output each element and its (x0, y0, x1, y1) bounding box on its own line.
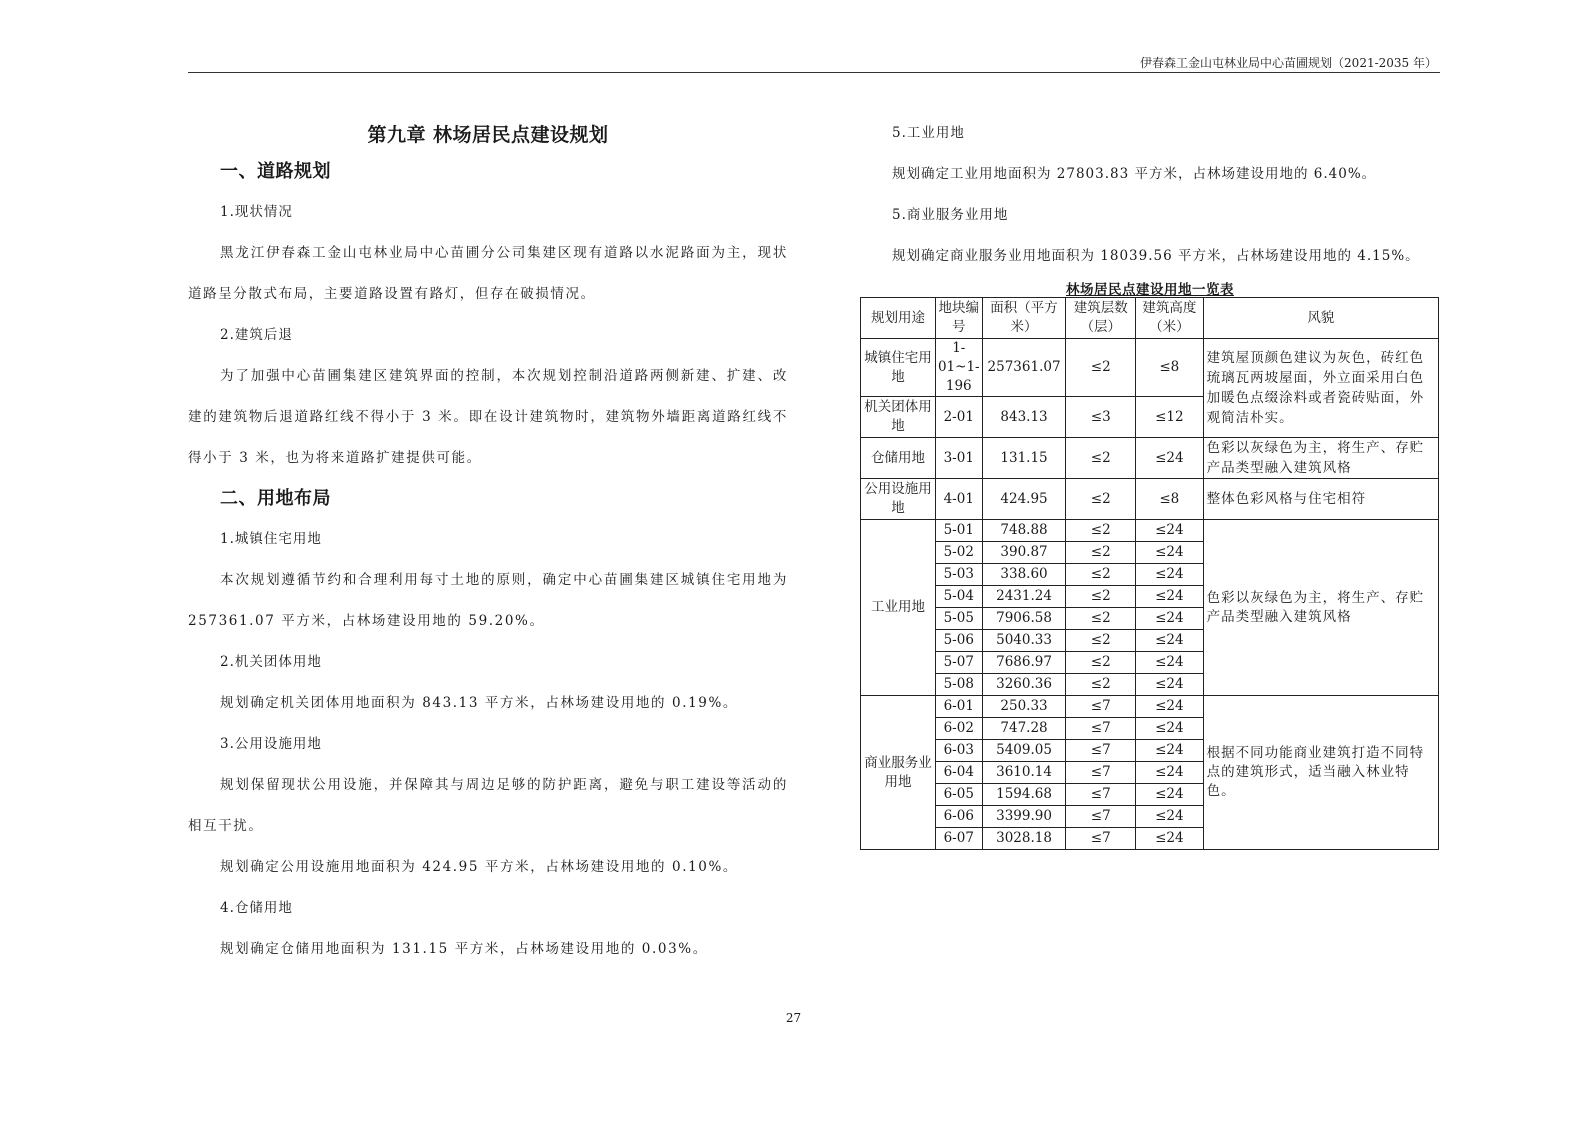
cell-block: 6-03 (935, 740, 982, 762)
cell-block: 5-02 (935, 542, 982, 564)
subheading-commercial: 5.商业服务业用地 (892, 207, 1009, 223)
cell-block: 5-08 (935, 674, 982, 696)
paragraph-storage: 规划确定仓储用地面积为 131.15 平方米，占林场建设用地的 0.03%。 (220, 941, 708, 957)
cell-height: ≤24 (1136, 630, 1204, 652)
page-number: 27 (785, 1011, 802, 1025)
cell-block: 5-01 (935, 520, 982, 542)
cell-use: 工业用地 (861, 520, 936, 696)
header-style: 风貌 (1203, 298, 1438, 339)
cell-height: ≤24 (1136, 520, 1204, 542)
cell-floors: ≤7 (1066, 718, 1136, 740)
cell-height: ≤24 (1136, 564, 1204, 586)
cell-floors: ≤3 (1066, 397, 1136, 438)
cell-height: ≤24 (1136, 438, 1204, 479)
table-row (861, 696, 1439, 718)
paragraph-institutional: 规划确定机关团体用地面积为 843.13 平方米，占林场建设用地的 0.19%。 (220, 695, 738, 711)
subheading-setback: 2.建筑后退 (220, 327, 293, 343)
cell-height: ≤24 (1136, 652, 1204, 674)
cell-block: 5-07 (935, 652, 982, 674)
paragraph-residential: 本次规划遵循节约和合理利用每寸土地的原则，确定中心苗圃集建区城镇住宅用地为 257361.07 平方米，占林场建设用地的 59.20%。 (188, 572, 788, 629)
cell-area: 3610.14 (982, 762, 1066, 784)
cell-floors: ≤2 (1066, 652, 1136, 674)
cell-style: 色彩以灰绿色为主，将生产、存贮产品类型融入建筑风格 (1203, 520, 1438, 696)
cell-floors: ≤2 (1066, 520, 1136, 542)
subheading-storage: 4.仓储用地 (220, 900, 293, 916)
header-use: 规划用途 (861, 298, 936, 339)
cell-height: ≤24 (1136, 718, 1204, 740)
paragraph-commercial: 规划确定商业服务业用地面积为 18039.56 平方米，占林场建设用地的 4.15%。 (892, 248, 1420, 264)
cell-area: 390.87 (982, 542, 1066, 564)
cell-area: 1594.68 (982, 784, 1066, 806)
cell-block: 5-06 (935, 630, 982, 652)
header-floors: 建筑层数（层） (1066, 298, 1136, 339)
cell-block: 6-01 (935, 696, 982, 718)
paragraph-status: 黑龙江伊春森工金山屯林业局中心苗圃分公司集建区现有道路以水泥路面为主，现状道路呈分散式布局，主要道路设置有路灯，但存在破损情况。 (188, 245, 788, 302)
cell-floors: ≤7 (1066, 806, 1136, 828)
paragraph-industrial: 规划确定工业用地面积为 27803.83 平方米，占林场建设用地的 6.40%。 (892, 166, 1377, 182)
cell-area: 7686.97 (982, 652, 1066, 674)
cell-floors: ≤7 (1066, 784, 1136, 806)
cell-use: 城镇住宅用地 (861, 339, 936, 397)
cell-floors: ≤7 (1066, 740, 1136, 762)
subheading-status: 1.现状情况 (220, 204, 293, 220)
cell-floors: ≤2 (1066, 438, 1136, 479)
cell-area: 3399.90 (982, 806, 1066, 828)
cell-style: 根据不同功能商业建筑打造不同特点的建筑形式，适当融入林业特色。 (1203, 696, 1438, 850)
cell-height: ≤24 (1136, 674, 1204, 696)
subheading-institutional: 2.机关团体用地 (220, 654, 322, 670)
cell-block: 6-02 (935, 718, 982, 740)
subheading-industrial: 5.工业用地 (892, 125, 965, 141)
cell-use: 商业服务业用地 (861, 696, 936, 850)
cell-area: 5040.33 (982, 630, 1066, 652)
cell-area: 7906.58 (982, 608, 1066, 630)
chapter-title: 第九章 林场居民点建设规划 (367, 124, 609, 146)
cell-area: 2431.24 (982, 586, 1066, 608)
section-title-road: 一、道路规划 (220, 161, 331, 182)
cell-floors: ≤7 (1066, 762, 1136, 784)
cell-block: 5-03 (935, 564, 982, 586)
paragraph-utility: 规划保留现状公用设施，并保障其与周边足够的防护距离，避免与职工建设等活动的相互干扰。 (188, 777, 788, 834)
cell-height: ≤24 (1136, 806, 1204, 828)
cell-area: 257361.07 (982, 339, 1066, 397)
cell-floors: ≤2 (1066, 339, 1136, 397)
table-row (861, 339, 1439, 397)
cell-height: ≤24 (1136, 608, 1204, 630)
cell-area: 338.60 (982, 564, 1066, 586)
cell-floors: ≤7 (1066, 696, 1136, 718)
cell-area: 3260.36 (982, 674, 1066, 696)
cell-floors: ≤2 (1066, 630, 1136, 652)
cell-floors: ≤2 (1066, 542, 1136, 564)
header-block: 地块编号 (935, 298, 982, 339)
cell-area: 747.28 (982, 718, 1066, 740)
cell-area: 3028.18 (982, 828, 1066, 850)
table-header-row (861, 298, 1439, 339)
cell-floors: ≤2 (1066, 479, 1136, 520)
cell-area: 843.13 (982, 397, 1066, 438)
cell-use: 机关团体用地 (861, 397, 936, 438)
table-caption: 林场居民点建设用地一览表 (1066, 282, 1234, 298)
cell-floors: ≤2 (1066, 608, 1136, 630)
cell-block: 3-01 (935, 438, 982, 479)
table-row (861, 479, 1439, 520)
cell-block: 6-05 (935, 784, 982, 806)
left-column (188, 118, 788, 970)
cell-height: ≤24 (1136, 696, 1204, 718)
paragraph-setback: 为了加强中心苗圃集建区建筑界面的控制，本次规划控制沿道路两侧新建、扩建、改建的建筑物后退道路红线不得小于 3 米。即在设计建筑物时，建筑物外墙距离道路红线不得小于 3 米，也为将来道路扩建提供可能。 (188, 368, 788, 466)
cell-block: 2-01 (935, 397, 982, 438)
section-title-landuse: 二、用地布局 (220, 488, 331, 509)
cell-area: 748.88 (982, 520, 1066, 542)
cell-height: ≤8 (1136, 339, 1204, 397)
cell-block: 5-05 (935, 608, 982, 630)
cell-area: 250.33 (982, 696, 1066, 718)
right-column (860, 118, 1440, 282)
cell-height: ≤24 (1136, 740, 1204, 762)
cell-block: 6-06 (935, 806, 982, 828)
landuse-table (860, 297, 1439, 850)
header-height: 建筑高度（米） (1136, 298, 1204, 339)
cell-floors: ≤2 (1066, 674, 1136, 696)
running-header-title: 伊春森工金山屯林业局中心苗圃规划（2021-2035 年） (1140, 56, 1437, 70)
cell-height: ≤24 (1136, 784, 1204, 806)
cell-style: 整体色彩风格与住宅相符 (1203, 479, 1438, 520)
subheading-residential: 1.城镇住宅用地 (220, 531, 322, 547)
cell-height: ≤24 (1136, 828, 1204, 850)
paragraph-utility-area: 规划确定公用设施用地面积为 424.95 平方米，占林场建设用地的 0.10%。 (220, 859, 738, 875)
cell-height: ≤24 (1136, 586, 1204, 608)
cell-block: 5-04 (935, 586, 982, 608)
subheading-utility: 3.公用设施用地 (220, 736, 322, 752)
header-area: 面积（平方米） (982, 298, 1066, 339)
cell-style: 色彩以灰绿色为主，将生产、存贮产品类型融入建筑风格 (1203, 438, 1438, 479)
cell-height: ≤24 (1136, 762, 1204, 784)
cell-area: 424.95 (982, 479, 1066, 520)
cell-block: 1-01~1-196 (935, 339, 982, 397)
cell-block: 4-01 (935, 479, 982, 520)
header-rule (188, 72, 1440, 73)
cell-height: ≤12 (1136, 397, 1204, 438)
cell-floors: ≤2 (1066, 564, 1136, 586)
cell-style: 建筑屋顶颜色建议为灰色，砖红色琉璃瓦两坡屋面，外立面采用白色加暖色点缀涂料或者瓷砖贴面，外观简洁朴实。 (1203, 339, 1438, 438)
cell-height: ≤8 (1136, 479, 1204, 520)
cell-use: 公用设施用地 (861, 479, 936, 520)
cell-floors: ≤7 (1066, 828, 1136, 850)
table-row (861, 438, 1439, 479)
cell-area: 131.15 (982, 438, 1066, 479)
cell-floors: ≤2 (1066, 586, 1136, 608)
cell-block: 6-07 (935, 828, 982, 850)
cell-use: 仓储用地 (861, 438, 936, 479)
cell-area: 5409.05 (982, 740, 1066, 762)
table-row (861, 520, 1439, 542)
cell-height: ≤24 (1136, 542, 1204, 564)
cell-block: 6-04 (935, 762, 982, 784)
